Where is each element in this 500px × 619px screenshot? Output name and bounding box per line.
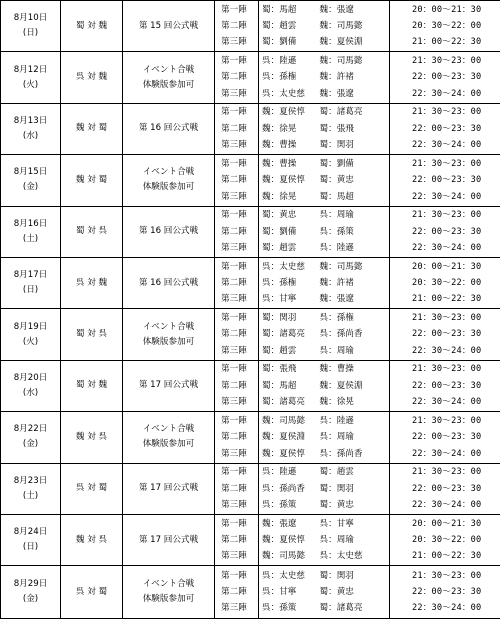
side-a-general: 呉：太史慈 [262, 568, 317, 584]
date-cell [1, 1, 61, 52]
wave-label: 第二陣 [221, 429, 258, 445]
date-cell [1, 566, 61, 619]
time-slot: 20：30～22：00 [412, 18, 500, 34]
wave-label: 第三陣 [221, 548, 258, 564]
date-cell [1, 257, 61, 308]
time-slot: 21：30～23：00 [412, 310, 500, 326]
side-a-general: 蜀：趙雲 [262, 18, 317, 34]
side-a-general: 蜀：馬超 [262, 378, 317, 394]
match-weekday: (金) [1, 180, 60, 195]
event-cell [123, 206, 215, 257]
match-date: 8月23日 [1, 474, 60, 489]
wave-label: 第三陣 [221, 600, 258, 616]
side-b-general: 呉：孫尚香 [320, 446, 390, 462]
wave-label: 第二陣 [221, 584, 258, 600]
schedule-row [1, 52, 500, 103]
side-b-general: 蜀：諸葛亮 [320, 600, 390, 616]
side-a-general: 魏：曹操 [262, 156, 317, 172]
side-a-general: 魏：夏侯惇 [262, 172, 317, 188]
event-label: 体験版参加可 [123, 592, 214, 607]
side-b-general: 魏：司馬懿 [320, 53, 390, 69]
side-b-general: 呉：甘寧 [320, 516, 390, 532]
event-label: 体験版参加可 [123, 180, 214, 195]
matchup-cell [61, 257, 123, 308]
side-b-cell [317, 514, 390, 565]
schedule-row [1, 463, 500, 514]
wave-label: 第三陣 [221, 137, 258, 153]
match-weekday: (金) [1, 437, 60, 452]
event-cell [123, 412, 215, 463]
side-b-general: 魏：司馬懿 [320, 18, 390, 34]
time-cell [390, 360, 500, 411]
matchup-label: 魏 対 蜀 [76, 175, 107, 185]
side-a-general: 呉：太史慈 [262, 86, 317, 102]
side-b-general: 呉：陸遜 [320, 413, 390, 429]
side-b-general: 蜀：黄忠 [320, 584, 390, 600]
side-a-general: 魏：曹操 [262, 137, 317, 153]
schedule-row [1, 206, 500, 257]
matchup-cell [61, 309, 123, 360]
event-label: イベント合戦 [123, 63, 214, 78]
time-slot: 22：30～24：00 [412, 600, 500, 616]
side-a-general: 呉：孫権 [262, 69, 317, 85]
side-b-general: 呉：周瑜 [320, 532, 390, 548]
side-b-general: 蜀：趙雲 [320, 464, 390, 480]
time-cell [390, 412, 500, 463]
wave-label: 第三陣 [221, 497, 258, 513]
time-cell [390, 257, 500, 308]
match-date: 8月12日 [1, 63, 60, 78]
side-a-general: 呉：甘寧 [262, 291, 317, 307]
wave-label: 第二陣 [221, 275, 258, 291]
side-a-cell [259, 1, 317, 52]
match-weekday: (火) [1, 335, 60, 350]
side-b-general: 蜀：諸葛亮 [320, 104, 390, 120]
event-label: 第 17 回公式戦 [123, 533, 214, 548]
side-b-cell [317, 1, 390, 52]
event-label: 体験版参加可 [123, 78, 214, 93]
time-slot: 22：00～23：30 [412, 224, 500, 240]
time-slot: 22：30～24：00 [412, 189, 500, 205]
side-b-general: 魏：夏侯淵 [320, 34, 390, 50]
time-slot: 22：30～24：00 [412, 240, 500, 256]
side-b-cell [317, 412, 390, 463]
match-weekday: (日) [1, 26, 60, 41]
schedule-row [1, 566, 500, 619]
side-b-general: 呉：孫尚香 [320, 326, 390, 342]
side-b-general: 魏：徐晃 [320, 394, 390, 410]
side-b-general: 魏：張遼 [320, 2, 390, 18]
wave-label: 第一陣 [221, 53, 258, 69]
matchup-label: 呉 対 蜀 [76, 587, 107, 597]
wave-label: 第二陣 [221, 121, 258, 137]
event-label: 第 16 回公式戦 [123, 121, 214, 136]
wave-cell [215, 463, 259, 514]
time-cell [390, 309, 500, 360]
schedule-row [1, 1, 500, 52]
side-b-general: 蜀：馬超 [320, 189, 390, 205]
date-cell [1, 155, 61, 206]
matchup-label: 呉 対 魏 [76, 72, 107, 82]
side-a-general: 呉：太史慈 [262, 259, 317, 275]
wave-cell [215, 1, 259, 52]
wave-label: 第二陣 [221, 172, 258, 188]
time-slot: 22：30～24：00 [412, 137, 500, 153]
side-a-cell [259, 360, 317, 411]
side-b-general: 魏：曹操 [320, 361, 390, 377]
time-slot: 21：30～23：00 [412, 104, 500, 120]
wave-cell [215, 103, 259, 154]
side-a-general: 魏：司馬懿 [262, 413, 317, 429]
event-label: 第 17 回公式戦 [123, 481, 214, 496]
side-a-general: 魏：夏侯惇 [262, 446, 317, 462]
time-slot: 22：00～23：30 [412, 429, 500, 445]
side-b-general: 魏：許褚 [320, 69, 390, 85]
side-a-cell [259, 463, 317, 514]
matchup-cell [61, 412, 123, 463]
wave-label: 第一陣 [221, 156, 258, 172]
match-weekday: (日) [1, 540, 60, 555]
wave-cell [215, 566, 259, 619]
side-a-general: 蜀：諸葛亮 [262, 394, 317, 410]
side-b-general: 蜀：関羽 [320, 137, 390, 153]
schedule-row [1, 257, 500, 308]
date-cell [1, 514, 61, 565]
date-cell [1, 360, 61, 411]
side-a-general: 魏：夏侯惇 [262, 532, 317, 548]
side-a-general: 蜀：趙雲 [262, 343, 317, 359]
event-cell [123, 257, 215, 308]
event-cell [123, 52, 215, 103]
side-a-general: 蜀：黄忠 [262, 207, 317, 223]
event-label: イベント合戦 [123, 577, 214, 592]
time-cell [390, 206, 500, 257]
wave-cell [215, 360, 259, 411]
side-b-general: 呉：孫策 [320, 224, 390, 240]
time-slot: 22：00～23：30 [412, 121, 500, 137]
time-slot: 20：30～22：00 [412, 532, 500, 548]
side-b-general: 蜀：関羽 [320, 568, 390, 584]
matchup-cell [61, 206, 123, 257]
side-b-general: 魏：許褚 [320, 275, 390, 291]
wave-label: 第二陣 [221, 326, 258, 342]
wave-label: 第一陣 [221, 413, 258, 429]
matchup-label: 魏 対 呉 [76, 535, 107, 545]
wave-label: 第一陣 [221, 516, 258, 532]
time-cell [390, 1, 500, 52]
wave-label: 第二陣 [221, 378, 258, 394]
event-label: イベント合戦 [123, 320, 214, 335]
wave-cell [215, 206, 259, 257]
time-slot: 20：00～21：30 [412, 259, 500, 275]
wave-label: 第三陣 [221, 446, 258, 462]
wave-label: 第二陣 [221, 69, 258, 85]
side-b-cell [317, 206, 390, 257]
match-date: 8月22日 [1, 422, 60, 437]
side-a-general: 魏：夏侯淵 [262, 429, 317, 445]
side-a-cell [259, 52, 317, 103]
wave-cell [215, 309, 259, 360]
matchup-label: 呉 対 蜀 [76, 483, 107, 493]
side-a-cell [259, 155, 317, 206]
side-a-general: 魏：張遼 [262, 516, 317, 532]
time-slot: 20：30～22：00 [412, 275, 500, 291]
side-a-general: 蜀：関羽 [262, 310, 317, 326]
side-a-general: 蜀：劉備 [262, 224, 317, 240]
wave-cell [215, 514, 259, 565]
wave-label: 第二陣 [221, 18, 258, 34]
match-weekday: (水) [1, 129, 60, 144]
date-cell [1, 412, 61, 463]
time-slot: 21：30～23：00 [412, 53, 500, 69]
time-slot: 22：00～23：30 [412, 378, 500, 394]
matchup-cell [61, 463, 123, 514]
wave-label: 第一陣 [221, 361, 258, 377]
side-a-cell [259, 103, 317, 154]
wave-label: 第二陣 [221, 481, 258, 497]
side-b-cell [317, 257, 390, 308]
side-a-general: 蜀：張飛 [262, 361, 317, 377]
date-cell [1, 52, 61, 103]
match-date: 8月20日 [1, 371, 60, 386]
wave-label: 第一陣 [221, 464, 258, 480]
wave-cell [215, 257, 259, 308]
time-slot: 21：30～23：00 [412, 207, 500, 223]
event-cell [123, 155, 215, 206]
side-a-general: 蜀：劉備 [262, 34, 317, 50]
matchup-label: 蜀 対 呉 [76, 329, 107, 339]
time-cell [390, 463, 500, 514]
match-weekday: (土) [1, 232, 60, 247]
match-weekday: (土) [1, 489, 60, 504]
date-cell [1, 103, 61, 154]
side-b-cell [317, 155, 390, 206]
time-slot: 22：30～24：00 [412, 497, 500, 513]
time-slot: 21：00～22：30 [412, 34, 500, 50]
schedule-row [1, 309, 500, 360]
matchup-label: 呉 対 魏 [76, 278, 107, 288]
schedule-row [1, 514, 500, 565]
time-slot: 21：30～23：00 [412, 156, 500, 172]
wave-label: 第三陣 [221, 240, 258, 256]
schedule-row [1, 155, 500, 206]
matchup-cell [61, 566, 123, 619]
time-slot: 22：30～24：00 [412, 86, 500, 102]
matchup-label: 蜀 対 魏 [76, 380, 107, 390]
side-b-general: 魏：夏侯淵 [320, 378, 390, 394]
wave-label: 第一陣 [221, 104, 258, 120]
wave-label: 第二陣 [221, 224, 258, 240]
event-cell [123, 566, 215, 619]
matchup-cell [61, 103, 123, 154]
matchup-cell [61, 514, 123, 565]
schedule-row [1, 103, 500, 154]
event-label: 第 16 回公式戦 [123, 224, 214, 239]
date-cell [1, 309, 61, 360]
wave-cell [215, 155, 259, 206]
time-slot: 21：00～22：30 [412, 291, 500, 307]
event-cell [123, 360, 215, 411]
match-weekday: (火) [1, 78, 60, 93]
side-a-cell [259, 566, 317, 619]
event-cell [123, 309, 215, 360]
side-a-cell [259, 206, 317, 257]
wave-label: 第一陣 [221, 259, 258, 275]
time-slot: 22：00～23：30 [412, 326, 500, 342]
date-cell [1, 463, 61, 514]
side-b-cell [317, 309, 390, 360]
event-label: 第 15 回公式戦 [123, 19, 214, 34]
event-cell [123, 103, 215, 154]
time-cell [390, 103, 500, 154]
side-a-cell [259, 309, 317, 360]
wave-label: 第三陣 [221, 86, 258, 102]
time-slot: 21：00～22：30 [412, 548, 500, 564]
event-cell [123, 463, 215, 514]
time-slot: 20：00～21：30 [412, 516, 500, 532]
time-slot: 21：30～23：00 [412, 361, 500, 377]
wave-label: 第一陣 [221, 310, 258, 326]
event-label: イベント合戦 [123, 422, 214, 437]
side-b-general: 蜀：張飛 [320, 121, 390, 137]
match-date: 8月15日 [1, 165, 60, 180]
time-cell [390, 155, 500, 206]
wave-label: 第三陣 [221, 394, 258, 410]
side-b-general: 呉：太史慈 [320, 548, 390, 564]
time-cell [390, 514, 500, 565]
time-slot: 22：30～24：00 [412, 394, 500, 410]
matchup-cell [61, 1, 123, 52]
side-a-general: 蜀：趙雲 [262, 240, 317, 256]
side-b-general: 魏：張遼 [320, 291, 390, 307]
time-slot: 22：00～23：30 [412, 172, 500, 188]
match-date: 8月16日 [1, 217, 60, 232]
event-label: 第 16 回公式戦 [123, 276, 214, 291]
time-slot: 22：30～24：00 [412, 343, 500, 359]
side-a-general: 呉：孫尚香 [262, 481, 317, 497]
wave-label: 第三陣 [221, 291, 258, 307]
time-slot: 22：00～23：30 [412, 584, 500, 600]
event-cell [123, 514, 215, 565]
side-b-cell [317, 103, 390, 154]
time-slot: 22：30～24：00 [412, 446, 500, 462]
side-b-cell [317, 566, 390, 619]
side-b-general: 蜀：黄忠 [320, 172, 390, 188]
side-b-cell [317, 463, 390, 514]
wave-cell [215, 52, 259, 103]
match-date: 8月13日 [1, 114, 60, 129]
matchup-cell [61, 360, 123, 411]
side-a-general: 魏：司馬懿 [262, 548, 317, 564]
side-b-general: 呉：周瑜 [320, 207, 390, 223]
match-weekday: (金) [1, 592, 60, 607]
side-b-general: 呉：陸遜 [320, 240, 390, 256]
side-b-general: 呉：孫権 [320, 310, 390, 326]
matchup-label: 魏 対 呉 [76, 432, 107, 442]
time-slot: 21：30～23：00 [412, 568, 500, 584]
time-slot: 20：00～21：30 [412, 2, 500, 18]
event-label: 体験版参加可 [123, 437, 214, 452]
side-a-general: 呉：甘寧 [262, 584, 317, 600]
side-b-cell [317, 52, 390, 103]
side-a-cell [259, 514, 317, 565]
side-a-general: 魏：夏侯惇 [262, 104, 317, 120]
time-cell [390, 52, 500, 103]
time-slot: 21：30～23：00 [412, 413, 500, 429]
match-date: 8月19日 [1, 320, 60, 335]
side-a-general: 呉：孫策 [262, 497, 317, 513]
wave-label: 第三陣 [221, 343, 258, 359]
time-cell [390, 566, 500, 619]
event-label: 第 17 回公式戦 [123, 378, 214, 393]
side-a-general: 魏：徐晃 [262, 121, 317, 137]
match-weekday: (水) [1, 386, 60, 401]
side-a-general: 呉：陸遜 [262, 53, 317, 69]
side-a-general: 蜀：諸葛亮 [262, 326, 317, 342]
wave-label: 第二陣 [221, 532, 258, 548]
matchup-cell [61, 155, 123, 206]
match-date: 8月17日 [1, 268, 60, 283]
wave-label: 第一陣 [221, 2, 258, 18]
side-b-general: 蜀：関羽 [320, 481, 390, 497]
date-cell [1, 206, 61, 257]
wave-label: 第三陣 [221, 34, 258, 50]
side-a-general: 蜀：馬超 [262, 2, 317, 18]
schedule-row [1, 412, 500, 463]
match-date: 8月29日 [1, 577, 60, 592]
side-a-general: 魏：徐晃 [262, 189, 317, 205]
side-a-cell [259, 412, 317, 463]
time-slot: 21：30～23：00 [412, 464, 500, 480]
side-b-general: 呉：周瑜 [320, 343, 390, 359]
wave-cell [215, 412, 259, 463]
event-label: 体験版参加可 [123, 335, 214, 350]
side-b-general: 蜀：黄忠 [320, 497, 390, 513]
wave-label: 第一陣 [221, 207, 258, 223]
side-b-general: 呉：周瑜 [320, 429, 390, 445]
side-b-cell [317, 360, 390, 411]
side-a-general: 呉：孫策 [262, 600, 317, 616]
matchup-cell [61, 52, 123, 103]
time-slot: 22：00～23：30 [412, 69, 500, 85]
event-label: イベント合戦 [123, 165, 214, 180]
wave-label: 第一陣 [221, 568, 258, 584]
schedule-row [1, 360, 500, 411]
side-a-cell [259, 257, 317, 308]
wave-label: 第三陣 [221, 189, 258, 205]
time-slot: 22：00～23：30 [412, 481, 500, 497]
match-date: 8月24日 [1, 525, 60, 540]
match-weekday: (日) [1, 283, 60, 298]
matchup-label: 魏 対 蜀 [76, 123, 107, 133]
side-b-general: 魏：張遼 [320, 86, 390, 102]
event-cell [123, 1, 215, 52]
side-a-general: 呉：陸遜 [262, 464, 317, 480]
side-a-general: 呉：孫権 [262, 275, 317, 291]
match-date: 8月10日 [1, 11, 60, 26]
matchup-label: 蜀 対 魏 [76, 21, 107, 31]
matchup-label: 蜀 対 呉 [76, 226, 107, 236]
side-b-general: 蜀：劉備 [320, 156, 390, 172]
side-b-general: 魏：司馬懿 [320, 259, 390, 275]
